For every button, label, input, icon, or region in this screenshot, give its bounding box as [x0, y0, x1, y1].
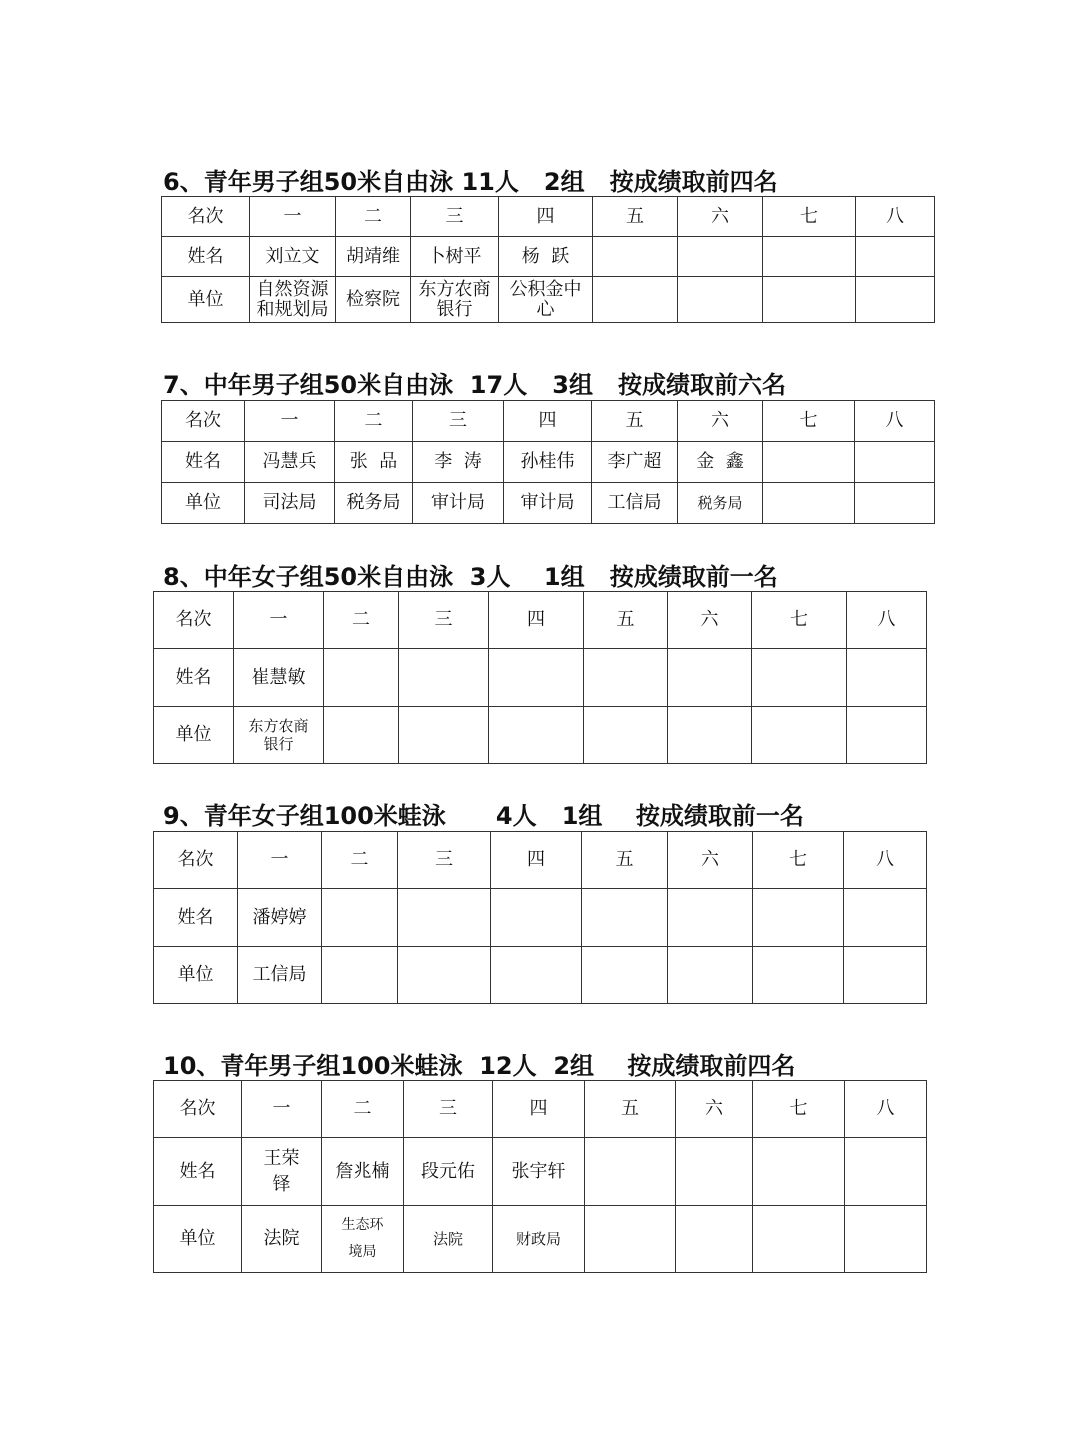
name-cell: [398, 889, 491, 947]
rank-cell: 六: [676, 1081, 753, 1138]
name-cell: 金 鑫: [678, 442, 763, 483]
rank-cell: 四: [489, 592, 584, 649]
unit-cell: 公积金中 心: [499, 277, 593, 323]
unit-cell: [763, 483, 855, 524]
name-cell: 段元佑: [404, 1138, 493, 1206]
name-cell: 李 涛: [413, 442, 504, 483]
name-cell: 冯慧兵: [245, 442, 335, 483]
rank-cell: 五: [592, 401, 678, 442]
rank-cell: 八: [844, 832, 927, 889]
name-cell: [763, 442, 855, 483]
section-6-title: 6、青年男子组50米自由泳 11人 2组 按成绩取前四名: [163, 168, 778, 196]
section-10-table: [153, 1080, 927, 1273]
rank-cell: 四: [504, 401, 592, 442]
rank-cell: 一: [242, 1081, 322, 1138]
rank-cell: 六: [678, 401, 763, 442]
rank-cell: 二: [336, 197, 411, 237]
rank-cell: 四: [493, 1081, 585, 1138]
unit-cell: 生态环 境局: [322, 1206, 404, 1273]
unit-cell: [752, 707, 847, 764]
rank-cell: 五: [582, 832, 668, 889]
rank-cell: 一: [234, 592, 324, 649]
name-cell: [752, 649, 847, 707]
unit-cell: [324, 707, 399, 764]
name-cell: [585, 1138, 676, 1206]
name-cell: [582, 889, 668, 947]
rank-row: [162, 197, 935, 237]
unit-cell: [399, 707, 489, 764]
section-8-table: [153, 591, 927, 764]
name-cell: 张 品: [335, 442, 413, 483]
unit-cell: [322, 947, 398, 1004]
unit-cell: [855, 483, 935, 524]
unit-cell: 东方农商 银行: [234, 707, 324, 764]
rank-cell: 五: [584, 592, 668, 649]
rank-cell: 二: [322, 1081, 404, 1138]
rank-cell: 六: [668, 832, 753, 889]
rank-label: 名次: [154, 832, 238, 889]
name-cell: [491, 889, 582, 947]
rank-cell: 八: [855, 401, 935, 442]
rank-cell: 七: [753, 832, 844, 889]
rank-cell: 八: [845, 1081, 927, 1138]
section-7-table: [161, 400, 935, 524]
unit-cell: [753, 947, 844, 1004]
unit-cell: 自然资源 和规划局: [250, 277, 336, 323]
name-label: 姓名: [154, 889, 238, 947]
unit-cell: [668, 707, 752, 764]
name-cell: 王荣 铎: [242, 1138, 322, 1206]
unit-label: 单位: [154, 707, 234, 764]
unit-label: 单位: [154, 947, 238, 1004]
name-cell: 孙桂伟: [504, 442, 592, 483]
unit-cell: [668, 947, 753, 1004]
unit-row: [162, 277, 935, 323]
name-cell: [847, 649, 927, 707]
section-10-title: 10、青年男子组100米蛙泳 12人 2组 按成绩取前四名: [163, 1052, 796, 1080]
section-9-table: [153, 831, 927, 1004]
rank-cell: 三: [404, 1081, 493, 1138]
name-cell: [322, 889, 398, 947]
section-6-table: [161, 196, 935, 323]
name-cell: 卜树平: [411, 237, 499, 277]
unit-cell: 税务局: [335, 483, 413, 524]
unit-label: 单位: [162, 277, 250, 323]
unit-cell: 审计局: [413, 483, 504, 524]
section-7-title: 7、中年男子组50米自由泳 17人 3组 按成绩取前六名: [163, 371, 787, 399]
name-cell: [668, 649, 752, 707]
unit-cell: 法院: [404, 1206, 493, 1273]
name-cell: [584, 649, 668, 707]
rank-cell: 七: [753, 1081, 845, 1138]
name-row: [162, 237, 935, 277]
name-label: 姓名: [162, 442, 245, 483]
name-cell: [593, 237, 678, 277]
rank-cell: 五: [593, 197, 678, 237]
name-cell: 潘婷婷: [238, 889, 322, 947]
unit-cell: [593, 277, 678, 323]
unit-cell: 税务局: [678, 483, 763, 524]
unit-cell: [584, 707, 668, 764]
name-cell: 胡靖维: [336, 237, 411, 277]
rank-cell: 八: [856, 197, 935, 237]
rank-cell: 二: [322, 832, 398, 889]
rank-cell: 一: [238, 832, 322, 889]
name-cell: 张宇轩: [493, 1138, 585, 1206]
unit-cell: 检察院: [336, 277, 411, 323]
rank-cell: 六: [668, 592, 752, 649]
rank-cell: 六: [678, 197, 763, 237]
rank-cell: 二: [324, 592, 399, 649]
rank-cell: 八: [847, 592, 927, 649]
rank-cell: 四: [499, 197, 593, 237]
name-cell: 詹兆楠: [322, 1138, 404, 1206]
unit-cell: [856, 277, 935, 323]
name-cell: [399, 649, 489, 707]
unit-cell: [844, 947, 927, 1004]
rank-cell: 三: [398, 832, 491, 889]
unit-label: 单位: [162, 483, 245, 524]
rank-label: 名次: [154, 592, 234, 649]
rank-cell: 二: [335, 401, 413, 442]
name-cell: [753, 889, 844, 947]
unit-cell: [398, 947, 491, 1004]
name-cell: [324, 649, 399, 707]
name-cell: [763, 237, 856, 277]
rank-label: 名次: [162, 401, 245, 442]
name-cell: [668, 889, 753, 947]
unit-cell: 法院: [242, 1206, 322, 1273]
name-cell: [676, 1138, 753, 1206]
name-label: 姓名: [154, 1138, 242, 1206]
name-cell: [678, 237, 763, 277]
rank-cell: 一: [250, 197, 336, 237]
rank-cell: 五: [585, 1081, 676, 1138]
unit-label: 单位: [154, 1206, 242, 1273]
name-cell: [844, 889, 927, 947]
name-cell: [856, 237, 935, 277]
rank-cell: 一: [245, 401, 335, 442]
name-cell: 杨 跃: [499, 237, 593, 277]
rank-cell: 七: [763, 401, 855, 442]
unit-cell: [491, 947, 582, 1004]
name-cell: [845, 1138, 927, 1206]
unit-cell: [676, 1206, 753, 1273]
unit-cell: 财政局: [493, 1206, 585, 1273]
unit-cell: 审计局: [504, 483, 592, 524]
unit-cell: [489, 707, 584, 764]
unit-cell: [582, 947, 668, 1004]
unit-cell: 工信局: [238, 947, 322, 1004]
name-label: 姓名: [162, 237, 250, 277]
name-label: 姓名: [154, 649, 234, 707]
name-cell: 崔慧敏: [234, 649, 324, 707]
rank-cell: 七: [763, 197, 856, 237]
unit-cell: [678, 277, 763, 323]
unit-cell: [753, 1206, 845, 1273]
name-cell: [753, 1138, 845, 1206]
rank-label: 名次: [154, 1081, 242, 1138]
section-9-title: 9、青年女子组100米蛙泳 4人 1组 按成绩取前一名: [163, 802, 804, 830]
unit-cell: 工信局: [592, 483, 678, 524]
rank-label: 名次: [162, 197, 250, 237]
rank-cell: 四: [491, 832, 582, 889]
rank-cell: 七: [752, 592, 847, 649]
rank-cell: 三: [399, 592, 489, 649]
unit-cell: [585, 1206, 676, 1273]
section-8-title: 8、中年女子组50米自由泳 3人 1组 按成绩取前一名: [163, 563, 778, 591]
rank-cell: 三: [413, 401, 504, 442]
unit-cell: [847, 707, 927, 764]
rank-cell: 三: [411, 197, 499, 237]
name-cell: 李广超: [592, 442, 678, 483]
unit-cell: 司法局: [245, 483, 335, 524]
unit-cell: [763, 277, 856, 323]
name-cell: [855, 442, 935, 483]
unit-cell: 东方农商 银行: [411, 277, 499, 323]
name-cell: 刘立文: [250, 237, 336, 277]
unit-cell: [845, 1206, 927, 1273]
name-cell: [489, 649, 584, 707]
